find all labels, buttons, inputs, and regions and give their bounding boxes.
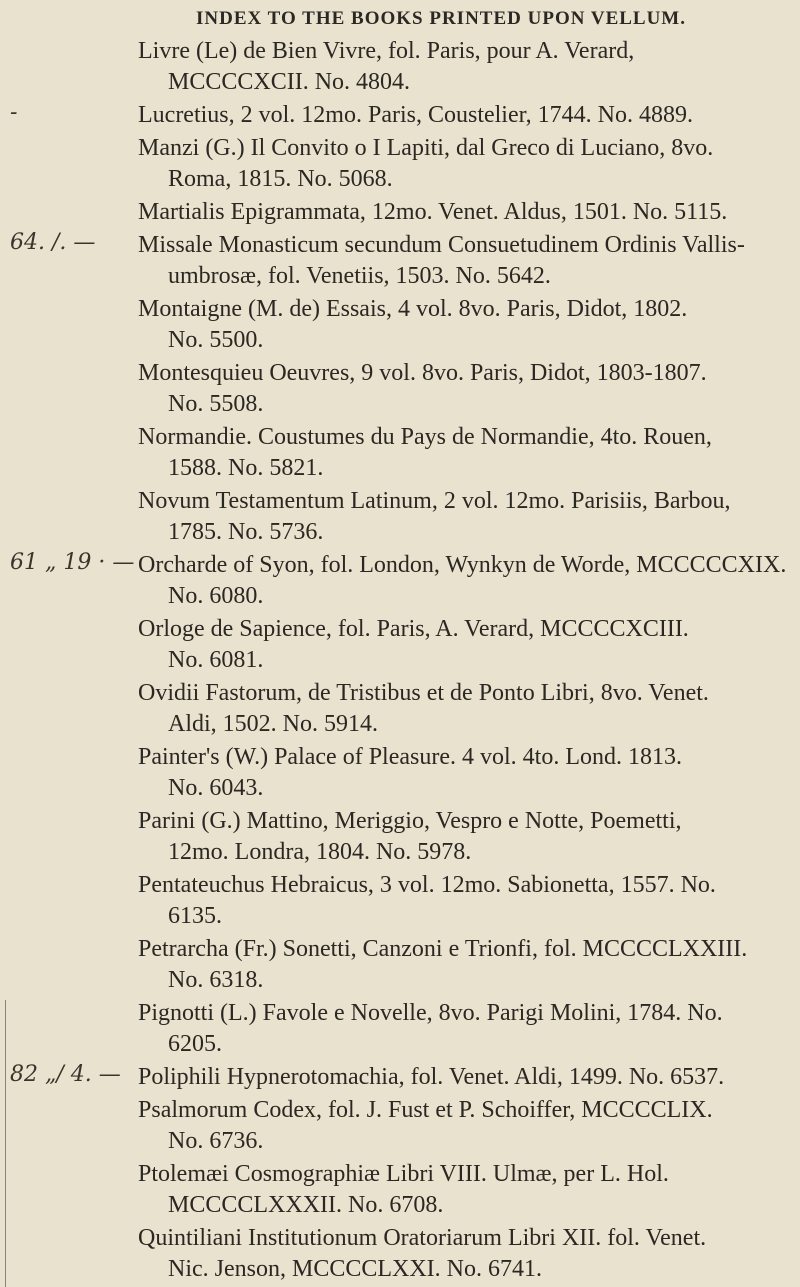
index-entry bbox=[138, 806, 793, 868]
entry-title-line: Quintiliani Institutionum Oratoriarum Libri XII. fol. Venet. bbox=[138, 1225, 707, 1251]
index-entry bbox=[10, 550, 793, 612]
entry-continuation-line: No. 6043. bbox=[168, 775, 264, 801]
handwritten-price-annotation: 61 „ 19 · — bbox=[10, 550, 135, 575]
entry-title-line: Orloge de Sapience, fol. Paris, A. Verard, MCCCCXCIII. bbox=[138, 616, 689, 642]
entry-continuation-line: Roma, 1815. No. 5068. bbox=[168, 166, 393, 192]
entry-title-line: Poliphili Hypnerotomachia, fol. Venet. Aldi, 1499. No. 6537. bbox=[138, 1064, 725, 1090]
entry-continuation-line: 6135. bbox=[168, 903, 222, 929]
index-entry bbox=[138, 870, 793, 932]
entry-continuation-line: No. 5508. bbox=[168, 391, 264, 417]
entry-title-line: Normandie. Coustumes du Pays de Normandie, 4to. Rouen, bbox=[138, 424, 712, 450]
index-entry bbox=[10, 230, 793, 292]
entry-title-line: Novum Testamentum Latinum, 2 vol. 12mo. Parisiis, Barbou, bbox=[138, 488, 731, 514]
entry-continuation-line: 12mo. Londra, 1804. No. 5978. bbox=[168, 839, 472, 865]
index-entry bbox=[138, 422, 793, 484]
entry-continuation-line: No. 6080. bbox=[168, 583, 264, 609]
entry-continuation-line: No. 6318. bbox=[168, 967, 264, 993]
index-entry bbox=[138, 358, 793, 420]
index-entry bbox=[138, 934, 793, 996]
entry-title-line: Pentateuchus Hebraicus, 3 vol. 12mo. Sabionetta, 1557. No. bbox=[138, 872, 716, 898]
entry-continuation-line: MCCCCLXXXII. No. 6708. bbox=[168, 1192, 444, 1218]
entry-continuation-line: umbrosæ, fol. Venetiis, 1503. No. 5642. bbox=[168, 263, 551, 289]
entry-continuation-line: No. 5500. bbox=[168, 327, 264, 353]
entry-continuation-line: 1785. No. 5736. bbox=[168, 519, 324, 545]
index-entry bbox=[138, 614, 793, 676]
entry-title-line: Montaigne (M. de) Essais, 4 vol. 8vo. Paris, Didot, 1802. bbox=[138, 296, 688, 322]
entry-continuation-line: 6205. bbox=[168, 1031, 222, 1057]
entry-title-line: Parini (G.) Mattino, Meriggio, Vespro e Notte, Poemetti, bbox=[138, 808, 682, 834]
entry-continuation-line: No. 6736. bbox=[168, 1128, 264, 1154]
index-entry bbox=[138, 133, 793, 195]
entry-title-line: Missale Monasticum secundum Consuetudinem Ordinis Vallis- bbox=[138, 232, 745, 258]
entry-title-line: Petrarcha (Fr.) Sonetti, Canzoni e Trionfi, fol. MCCCCLXXIII. bbox=[138, 936, 748, 962]
index-entry bbox=[138, 36, 793, 98]
entry-title-line: Psalmorum Codex, fol. J. Fust et P. Schoiffer, MCCCCLIX. bbox=[138, 1097, 713, 1123]
index-entry bbox=[138, 197, 793, 228]
entry-title-line: Ptolemæi Cosmographiæ Libri VIII. Ulmæ, per L. Hol. bbox=[138, 1161, 669, 1187]
entry-title-line: Montesquieu Oeuvres, 9 vol. 8vo. Paris, Didot, 1803-1807. bbox=[138, 360, 707, 386]
page-edge-line bbox=[5, 1000, 6, 1287]
index-entry bbox=[10, 1062, 793, 1093]
page-header: INDEX TO THE BOOKS PRINTED UPON VELLUM. bbox=[196, 8, 686, 29]
handwritten-price-annotation: - bbox=[10, 100, 18, 125]
index-entry bbox=[138, 678, 793, 740]
index-entry bbox=[138, 486, 793, 548]
index-entry bbox=[138, 1095, 793, 1157]
entry-continuation-line: Aldi, 1502. No. 5914. bbox=[168, 711, 378, 737]
entry-continuation-line: 1588. No. 5821. bbox=[168, 455, 324, 481]
entry-title-line: Martialis Epigrammata, 12mo. Venet. Aldus, 1501. No. 5115. bbox=[138, 199, 728, 225]
entry-title-line: Lucretius, 2 vol. 12mo. Paris, Coustelier, 1744. No. 4889. bbox=[138, 102, 693, 128]
handwritten-price-annotation: 82 „/ 4. — bbox=[10, 1062, 121, 1087]
index-entries bbox=[0, 36, 800, 1285]
index-entry bbox=[138, 294, 793, 356]
index-entry bbox=[138, 742, 793, 804]
handwritten-price-annotation: 64. /. — bbox=[10, 230, 96, 255]
entry-title-line: Painter's (W.) Palace of Pleasure. 4 vol. 4to. Lond. 1813. bbox=[138, 744, 682, 770]
entry-title-line: Ovidii Fastorum, de Tristibus et de Ponto Libri, 8vo. Venet. bbox=[138, 680, 709, 706]
entry-title-line: Orcharde of Syon, fol. London, Wynkyn de Worde, MCCCCCXIX. bbox=[138, 552, 787, 578]
index-entry bbox=[138, 1159, 793, 1221]
entry-continuation-line: No. 6081. bbox=[168, 647, 264, 673]
entry-title-line: Pignotti (L.) Favole e Novelle, 8vo. Parigi Molini, 1784. No. bbox=[138, 1000, 723, 1026]
entry-continuation-line: MCCCCXCII. No. 4804. bbox=[168, 69, 411, 95]
entry-title-line: Manzi (G.) Il Convito o I Lapiti, dal Greco di Luciano, 8vo. bbox=[138, 135, 714, 161]
entry-continuation-line: Nic. Jenson, MCCCCLXXI. No. 6741. bbox=[168, 1256, 543, 1282]
index-entry bbox=[10, 100, 793, 131]
index-entry bbox=[138, 998, 793, 1060]
index-entry bbox=[138, 1223, 793, 1285]
entry-title-line: Livre (Le) de Bien Vivre, fol. Paris, pour A. Verard, bbox=[138, 38, 635, 64]
